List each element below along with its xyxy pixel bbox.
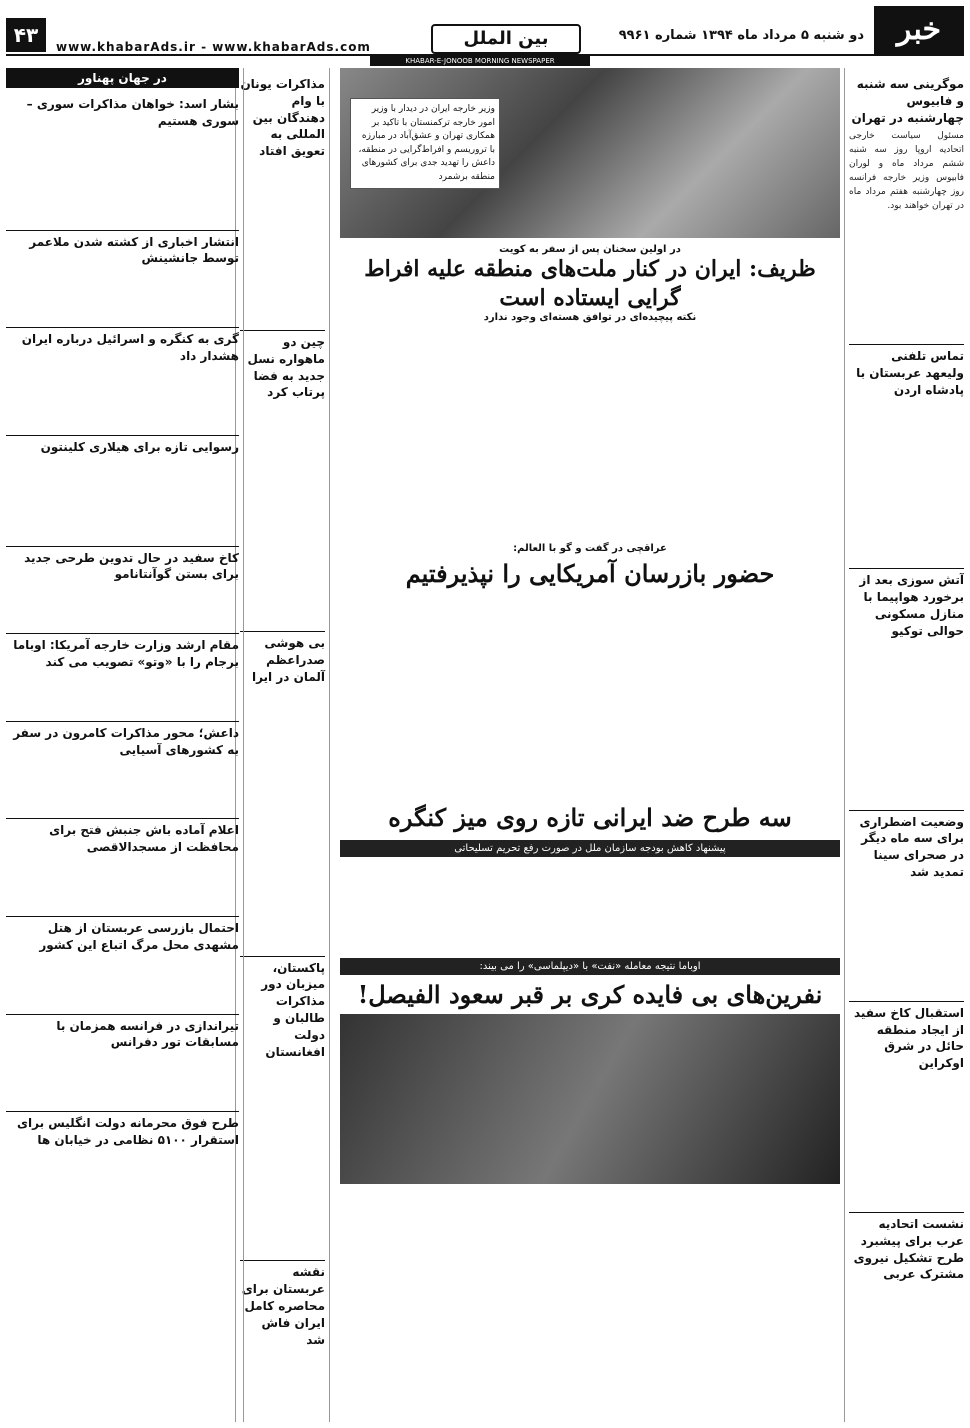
- story2-kicker: عراقچی در گفت و گو با العالم:: [513, 543, 667, 555]
- news-headline: چین دو ماهواره نسل جدید به فضا پرتاب کرد: [240, 330, 325, 401]
- story3-body: [340, 857, 840, 952]
- masthead: [6, 6, 964, 56]
- story2-headline: حضور بازرسان آمریکایی را نپذیرفتیم: [405, 559, 775, 589]
- news-headline: داعش؛ محور مذاکرات کامرون در سفر به کشورهای آسیایی: [6, 721, 239, 759]
- lead-subhead: نکته پیچیده‌ای در توافق هسته‌ای وجود ندارد: [483, 312, 697, 324]
- world-news-column: [6, 68, 244, 1422]
- story4-headline: نفرین‌های بی فایده کری بر قبر سعود الفیصل!: [357, 979, 823, 1009]
- main-column: [340, 68, 840, 1422]
- news-headline: طرح فوق محرمانه دولت انگلیس برای استقرار ۵۱۰۰ نظامی در خیابان ها: [6, 1111, 239, 1149]
- news-headline: بشار اسد: خواهان مذاکرات سوری – سوری هستیم: [26, 97, 239, 128]
- story2-body: [340, 593, 840, 798]
- lead-headline: ظریف: ایران در کنار ملت‌های منطقه علیه افراط گرایی ایستاده است: [364, 256, 816, 311]
- news-headline: تماس تلفنی ولیعهد عربستان با پادشاه اردن: [849, 344, 964, 398]
- news-headline: انتشار اخباری از کشته شدن ملاعمر توسط جانشینش: [6, 230, 239, 268]
- lead-story-body: [340, 327, 840, 537]
- paper-banner: KHABAR-E-JONOOB MORNING NEWSPAPER: [370, 56, 590, 66]
- kerry-photo: [340, 1014, 840, 1184]
- story4-band: اوباما نتیجه معامله «نفت» با «دیپلماسی» را می بیند:: [340, 958, 840, 975]
- story-kicker: در اولین سخنان پس از سفر به کویت: [499, 244, 681, 255]
- mid-news-column: [235, 68, 330, 1422]
- meeting-photo: [340, 68, 840, 238]
- page-number: ۴۳: [6, 18, 46, 52]
- news-headline: پاکستان، میزبان دور مذاکرات طالبان و دولت افغانستان: [240, 956, 325, 1061]
- site-url[interactable]: www.khabarAds.ir - www.khabarAds.com: [56, 40, 371, 54]
- story3-headline: سه طرح ضد ایرانی تازه روی میز کنگره: [388, 803, 792, 833]
- column-banner: در جهان پهناور: [6, 68, 239, 88]
- right-news-column: [844, 68, 964, 1422]
- news-headline: آتش سوزی بعد از برخورد هواپیما با منازل مسکونی حوالی توکیو: [849, 568, 964, 639]
- news-headline: تیراندازی در فرانسه همزمان با مسابقات تور دفرانس: [6, 1014, 239, 1052]
- news-headline: رسوایی تازه برای هیلاری کلینتون: [6, 435, 239, 456]
- news-headline: موگرینی سه شنبه و فابیوس چهارشنبه در تهران: [851, 77, 964, 125]
- news-headline: نقشه عربستان برای محاصره کامل ایران فاش شد: [240, 1260, 325, 1348]
- newspaper-logo: خبر: [874, 6, 964, 54]
- news-headline: مذاکرات یونان با وام دهندگان بین المللی به تعویق افتاد: [240, 77, 325, 159]
- photo-caption: وزیر خارجه ایران در دیدار با وزیر امور خارجه ترکمنستان با تاکید بر همکاری تهران و عشق‌آباد در مبارزه با تروریسم و افراط‌گرایی در منطقه، داعش را تهدید جدی برای کشورهای منطقه برشمرد: [350, 98, 500, 189]
- date-line: دو شنبه ۵ مرداد ماه ۱۳۹۴ شماره ۹۹۶۱: [618, 28, 864, 43]
- news-headline: نشست اتحادیه عرب برای پیشبرد طرح تشکیل نیروی مشترک عربی: [849, 1212, 964, 1283]
- news-headline: گری به کنگره و اسرائیل درباره ایران هشدار داد: [6, 327, 239, 365]
- news-headline: کاخ سفید در حال تدوین طرحی جدید برای بستن گوآنتانامو: [6, 546, 239, 584]
- news-headline: وضعیت اضطراری برای سه ماه دیگر در صحرای سینا تمدید شد: [849, 810, 964, 881]
- news-headline: مقام ارشد وزارت خارجه آمریکا: اوباما برجام را با «وتو» تصویب می کند: [6, 633, 239, 671]
- story3-subhead: پیشنهاد کاهش بودجه سازمان ملل در صورت رفع تحریم تسلیحاتی: [340, 840, 840, 857]
- news-headline: بی هوشی صدراعظم آلمان در ایرا: [240, 631, 325, 685]
- news-headline: اعلام آماده باش جنبش فتح برای محافظت از مسجدالاقصی: [6, 818, 239, 856]
- news-headline: احتمال بازرسی عربستان از هتل مشهدی محل مرگ اتباع این کشور: [6, 916, 239, 954]
- news-body: مسئول سیاست خارجی اتحادیه اروپا روز سه شنبه ششم مرداد ماه و لوران فابیوس وزیر خارجه فرانسه روز چهارشنبه هفتم مرداد ماه در تهران خواهند بود.: [849, 131, 964, 212]
- section-title: بین الملل: [431, 24, 581, 54]
- news-headline: استقبال کاخ سفید از ایجاد منطقه حائل در شرق اوکراین: [849, 1001, 964, 1072]
